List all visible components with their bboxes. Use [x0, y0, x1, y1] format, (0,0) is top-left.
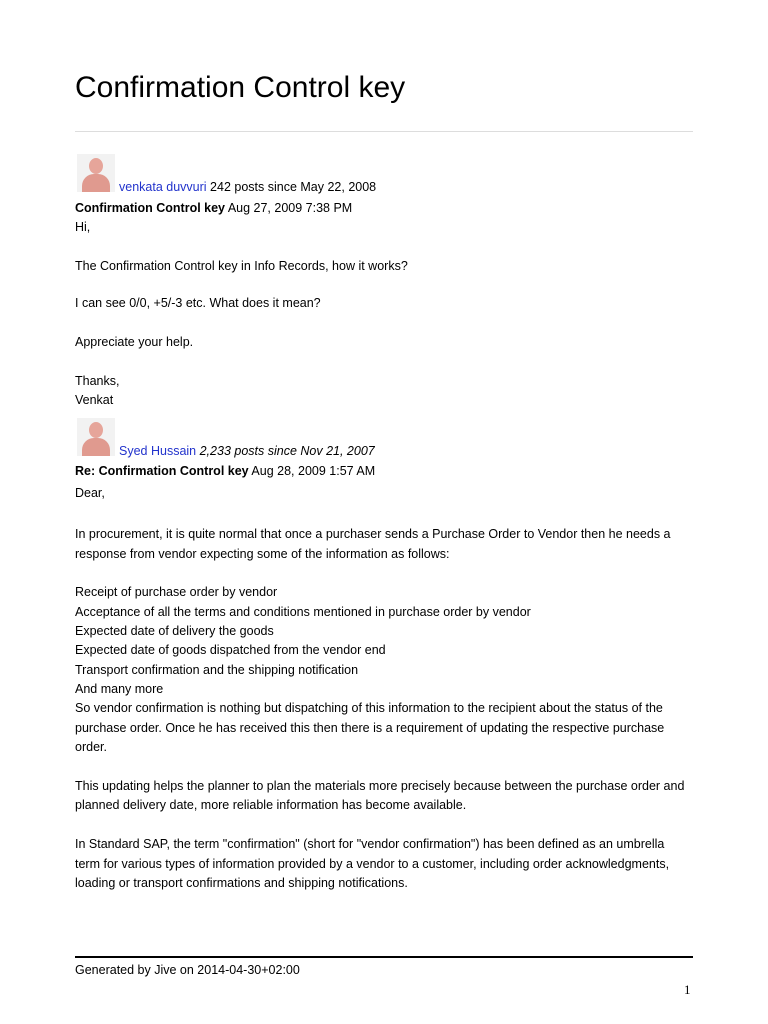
- footer-generated-by: Generated by Jive on 2014-04-30+02:00: [75, 963, 300, 977]
- avatar-icon[interactable]: [77, 154, 115, 192]
- post-timestamp: Aug 28, 2009 1:57 AM: [251, 464, 376, 478]
- post-body-line: Expected date of delivery the goods: [75, 624, 274, 638]
- author-link[interactable]: Syed Hussain: [119, 444, 197, 458]
- post-body-line: response from vendor expecting some of the information as follows:: [75, 547, 450, 561]
- page-number: 1: [684, 982, 691, 997]
- post-header: [75, 418, 693, 458]
- post-author-meta: [119, 180, 376, 194]
- post-body-line: Transport confirmation and the shipping notification: [75, 663, 359, 677]
- post-body-line: I can see 0/0, +5/-3 etc. What does it mean?: [75, 296, 321, 310]
- author-post-count: 2,233 posts since Nov 21, 2007: [199, 444, 375, 458]
- post-body-line: order.: [75, 740, 107, 754]
- post-body-line: Acceptance of all the terms and conditions mentioned in purchase order by vendor: [75, 605, 531, 619]
- post-body-line: purchase order. Once he has received this then there is a requirement of updating the respective purchase: [75, 721, 665, 735]
- post-header: [75, 154, 693, 194]
- post-body-line: Dear,: [75, 486, 105, 500]
- post-subject: Re: Confirmation Control key: [75, 464, 249, 478]
- post-body-line: Receipt of purchase order by vendor: [75, 585, 278, 599]
- avatar-icon[interactable]: [77, 418, 115, 456]
- post-timestamp: Aug 27, 2009 7:38 PM: [227, 201, 353, 215]
- post-body-line: This updating helps the planner to plan the materials more precisely because between the purchase order and: [75, 779, 685, 793]
- post-body-line: planned delivery date, more reliable information has become available.: [75, 798, 467, 812]
- post-subject-line: [75, 199, 352, 219]
- post-body-line: And many more: [75, 682, 164, 696]
- post-body-line: loading or transport confirmations and shipping notifications.: [75, 876, 408, 890]
- post-body-line: Appreciate your help.: [75, 335, 194, 349]
- post-body-line: Thanks,: [75, 374, 120, 388]
- post-body-line: In Standard SAP, the term "confirmation" (short for "vendor confirmation") has been defined as an umbrella: [75, 837, 665, 851]
- post-body-line: Expected date of goods dispatched from the vendor end: [75, 643, 386, 657]
- post-body-line: Hi,: [75, 220, 91, 234]
- post-body-line: term for various types of information provided by a vendor to a customer, including order acknowledgments,: [75, 857, 670, 871]
- footer-divider: [75, 956, 693, 958]
- post-body-line: The Confirmation Control key in Info Records, how it works?: [75, 259, 408, 273]
- post-body-line: So vendor confirmation is nothing but dispatching of this information to the recipient about the status of the: [75, 701, 663, 715]
- author-post-count: 242 posts since May 22, 2008: [210, 180, 377, 194]
- page-title: Confirmation Control key: [75, 71, 406, 104]
- post-subject: Confirmation Control key: [75, 201, 226, 215]
- post-subject-line: [75, 462, 375, 482]
- author-link[interactable]: venkata duvvuri: [119, 180, 207, 194]
- post-body-line: Venkat: [75, 393, 114, 407]
- title-divider: [75, 131, 693, 132]
- post-author-meta: [119, 444, 375, 458]
- post-body-line: In procurement, it is quite normal that once a purchaser sends a Purchase Order to Vendor then he needs a: [75, 527, 671, 541]
